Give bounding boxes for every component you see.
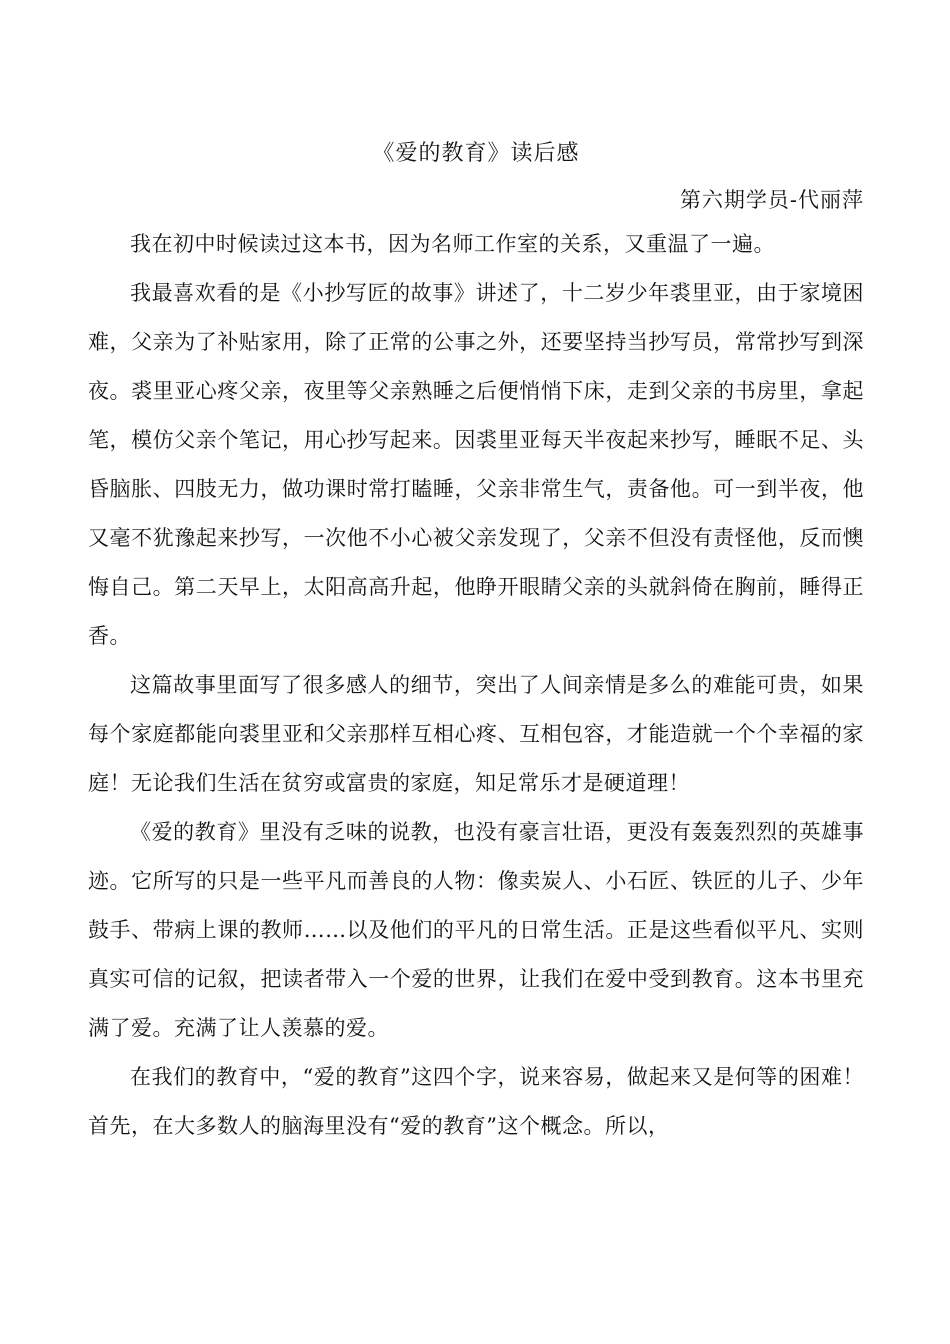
- author-line: 第六期学员-代丽萍: [679, 188, 864, 212]
- document-body: [88, 220, 864, 1151]
- document-title: 《爱的教育》读后感: [372, 141, 580, 166]
- paragraph-2: 我最喜欢看的是《小抄写匠的故事》讲述了，十二岁少年裘里亚，由于家境困难，父亲为了补贴家用，除了正常的公事之外，还要坚持当抄写员，常常抄写到深夜。裘里亚心疼父亲，夜里等父亲熟睡之后便悄悄下床，走到父亲的书房里，拿起笔，模仿父亲个笔记，用心抄写起来。因裘里亚每天半夜起来抄写，睡眠不足、头昏脑胀、四肢无力，做功课时常打瞌睡，父亲非常生气，责备他。可一到半夜，他又毫不犹豫起来抄写，一次他不小心被父亲发现了，父亲不但没有责怪他，反而懊悔自己。第二天早上，太阳高高升起，他睁开眼睛父亲的头就斜倚在胸前，睡得正香。: [88, 281, 864, 648]
- paragraph-1: 我在初中时候读过这本书，因为名师工作室的关系，又重温了一遍。: [130, 232, 775, 256]
- paragraph-3: 这篇故事里面写了很多感人的细节，突出了人间亲情是多么的难能可贵，如果每个家庭都能向裘里亚和父亲那样互相心疼、互相包容，才能造就一个个幸福的家庭！无论我们生活在贫穷或富贵的家庭，知足常乐才是硬道理！: [88, 673, 864, 795]
- paragraph-4: 《爱的教育》里没有乏味的说教，也没有豪言壮语，更没有轰轰烈烈的英雄事迹。它所写的只是一些平凡而善良的人物：像卖炭人、小石匠、铁匠的儿子、少年鼓手、带病上课的教师……以及他们的平凡的日常生活。正是这些看似平凡、实则真实可信的记叙，把读者带入一个爱的世界，让我们在爱中受到教育。这本书里充满了爱。充满了让人羡慕的爱。: [88, 820, 864, 1040]
- paragraph-5: 在我们的教育中，“爱的教育”这四个字，说来容易，做起来又是何等的困难！首先，在大多数人的脑海里没有“爱的教育”这个概念。所以，: [88, 1065, 864, 1138]
